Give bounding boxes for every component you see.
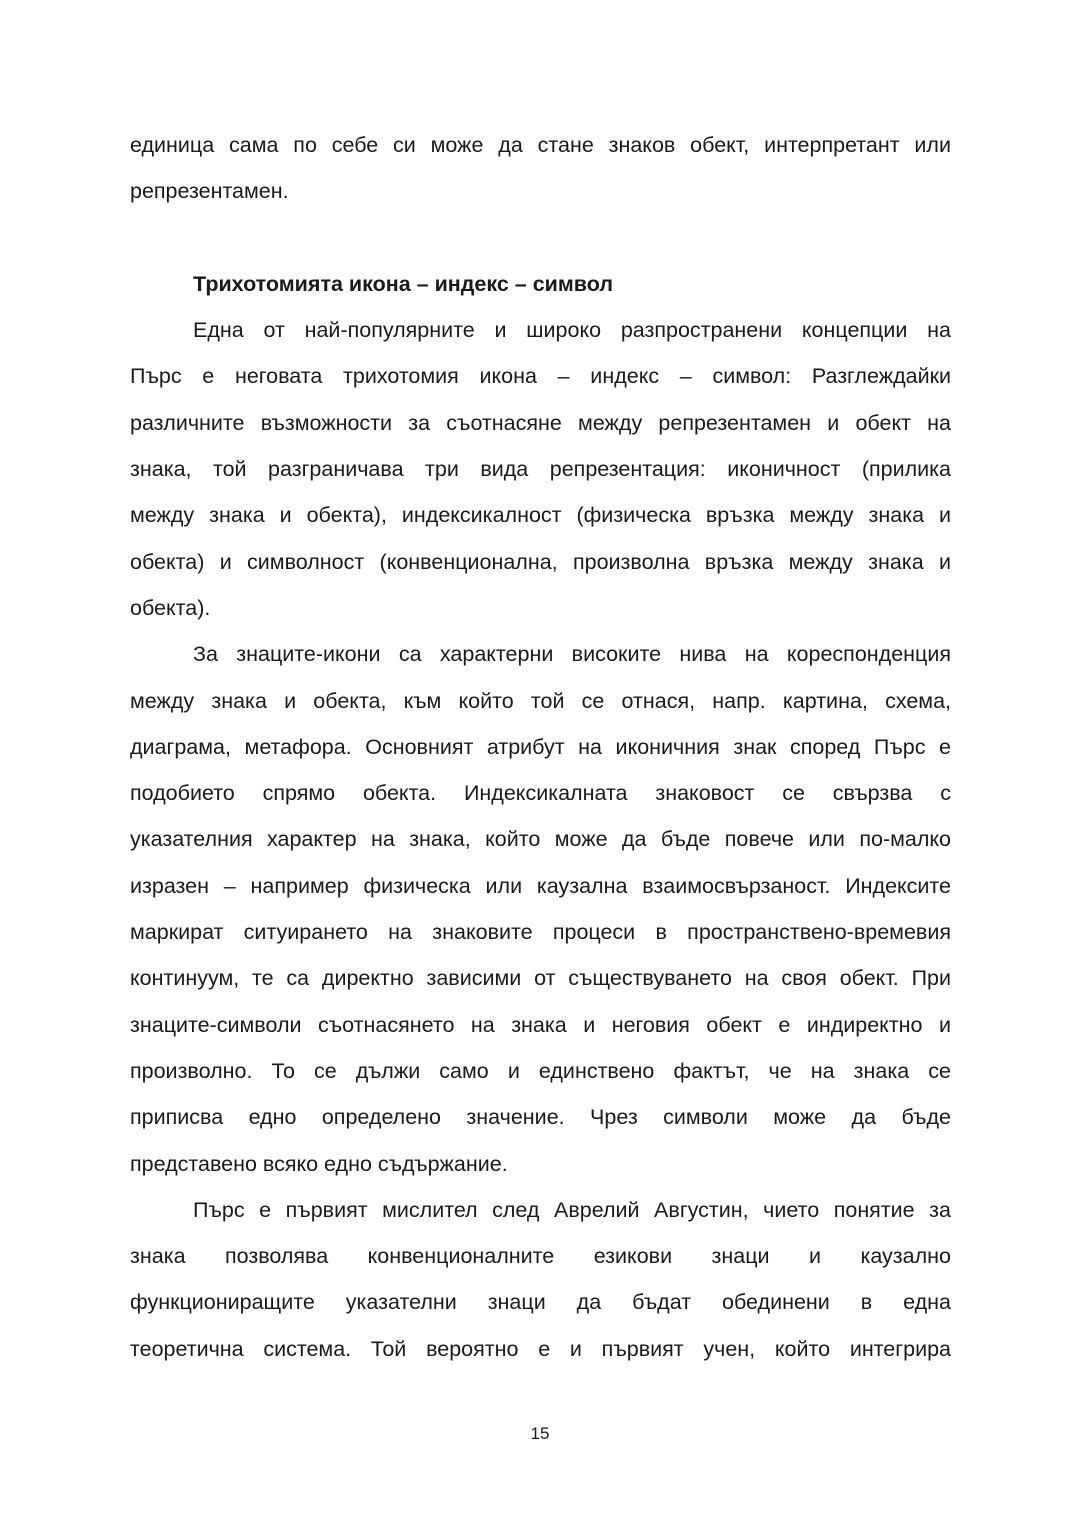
text-line: знака, той разграничава три вида репрезентация: иконичност (прилика bbox=[130, 457, 951, 482]
text-line: единица сама по себе си може да стане знаков обект, интерпретант или bbox=[130, 133, 951, 157]
text-line: указателния характер на знака, който може да бъде повече или по-малко bbox=[130, 827, 951, 852]
text-line: обекта). bbox=[130, 595, 211, 620]
text-line: теоретична система. Той вероятно е и първият учен, който интегрира bbox=[130, 1336, 951, 1361]
text-line: знака позволява конвенционалните езикови знаци и каузално bbox=[130, 1244, 951, 1269]
page-number: 15 bbox=[530, 1424, 550, 1443]
text-line: между знака и обекта, към който той се отнася, напр. картина, схема, bbox=[130, 688, 951, 713]
text-line: За знаците-икони са характерни високите нива на кореспонденция bbox=[193, 642, 951, 667]
text-line: изразен – например физическа или каузална взаимосвързаност. Индексите bbox=[130, 873, 951, 898]
text-line: континуум, те са директно зависими от съществуването на своя обект. При bbox=[130, 966, 951, 991]
paragraph-spacer bbox=[130, 215, 951, 261]
text-line: различните възможности за съотнасяне между репрезентамен и обект на bbox=[130, 410, 951, 435]
text-line: приписва едно определено значение. Чрез символи може да бъде bbox=[130, 1105, 951, 1130]
document-body bbox=[130, 122, 951, 1372]
text-line: Пърс е първият мислител след Аврелий Августин, чието понятие за bbox=[193, 1197, 951, 1222]
text-line: произволно. То се дължи само и единствено фактът, че на знака се bbox=[130, 1058, 951, 1083]
text-line: знаците-символи съотнасянето на знака и неговия обект е индиректно и bbox=[130, 1012, 951, 1037]
text-line: репрезентамен. bbox=[130, 179, 289, 204]
text-line: маркират ситуирането на знаковите процеси в пространствено-времевия bbox=[130, 920, 951, 945]
text-line: функциониращите указателни знаци да бъдат обединени в една bbox=[130, 1290, 951, 1315]
text-line: обекта) и символност (конвенционална, произволна връзка между знака и bbox=[130, 549, 951, 574]
text-line: диаграма, метафора. Основният атрибут на иконичния знак според Пърс е bbox=[130, 734, 951, 759]
text-line: Една от най-популярните и широко разпространени концепции на bbox=[193, 318, 951, 343]
text-line: между знака и обекта), индексикалност (физическа връзка между знака и bbox=[130, 503, 951, 528]
text-line: Пърс е неговата трихотомия икона – индекс – символ: Разглеждайки bbox=[130, 364, 951, 389]
text-line: подобието спрямо обекта. Индексикалната знаковост се свързва с bbox=[130, 781, 951, 806]
text-line: представено всяко едно съдържание. bbox=[130, 1151, 508, 1176]
section-heading: Трихотомията икона – индекс – символ bbox=[193, 271, 613, 296]
